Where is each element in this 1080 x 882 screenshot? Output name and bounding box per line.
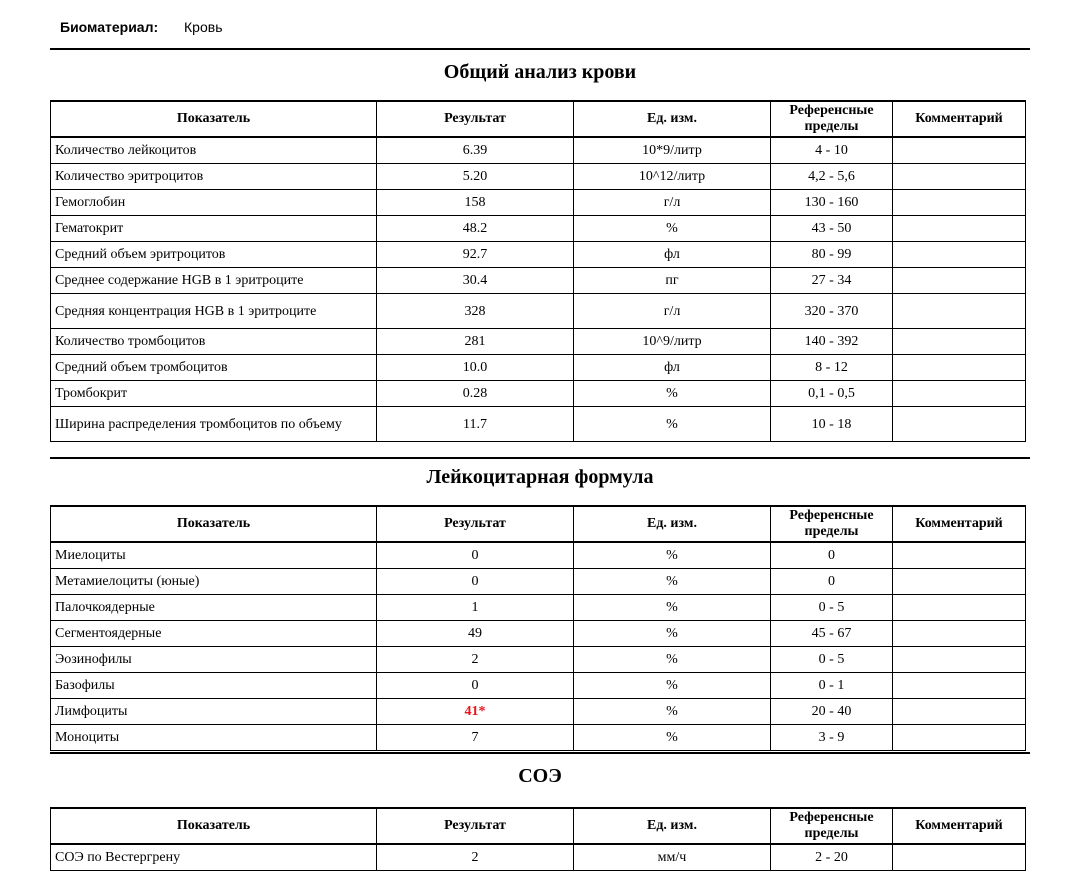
col-header-comment: Комментарий bbox=[893, 101, 1026, 137]
col-header-unit: Ед. изм. bbox=[574, 101, 771, 137]
abnormal-result-flag: 41* bbox=[464, 704, 486, 719]
table-header-row bbox=[51, 808, 1026, 844]
table-row bbox=[51, 164, 1026, 190]
table-cbc bbox=[50, 100, 1026, 442]
cell-result: 0 bbox=[377, 673, 574, 699]
cell-unit: мм/ч bbox=[574, 844, 771, 871]
table-row bbox=[51, 355, 1026, 381]
cell-indicator: Базофилы bbox=[51, 673, 377, 699]
cell-result: 158 bbox=[377, 190, 574, 216]
table-row bbox=[51, 216, 1026, 242]
table-row bbox=[51, 699, 1026, 725]
cell-result: 2 bbox=[377, 647, 574, 673]
cell-indicator: Тромбокрит bbox=[51, 381, 377, 407]
cell-unit: пг bbox=[574, 268, 771, 294]
cell-indicator: Моноциты bbox=[51, 725, 377, 751]
col-header-unit: Ед. изм. bbox=[574, 506, 771, 542]
cell-indicator: Ширина распределения тромбоцитов по объему bbox=[51, 407, 377, 442]
cell-reference: 2 - 20 bbox=[771, 844, 893, 871]
cell-result: 0.28 bbox=[377, 381, 574, 407]
section-rule bbox=[50, 48, 1030, 50]
cell-unit: фл bbox=[574, 242, 771, 268]
cell-comment bbox=[893, 268, 1026, 294]
table-row bbox=[51, 381, 1026, 407]
cell-indicator: Сегментоядерные bbox=[51, 621, 377, 647]
cell-comment bbox=[893, 699, 1026, 725]
cell-result: 48.2 bbox=[377, 216, 574, 242]
cell-comment bbox=[893, 381, 1026, 407]
cell-indicator: Среднее содержание HGB в 1 эритроците bbox=[51, 268, 377, 294]
table-row bbox=[51, 242, 1026, 268]
cell-reference: 10 - 18 bbox=[771, 407, 893, 442]
table-row bbox=[51, 673, 1026, 699]
cell-result: 328 bbox=[377, 294, 574, 329]
table-row bbox=[51, 844, 1026, 871]
cell-reference: 4,2 - 5,6 bbox=[771, 164, 893, 190]
cell-comment bbox=[893, 355, 1026, 381]
col-header-reference: Референсные пределы bbox=[771, 506, 893, 542]
col-header-comment: Комментарий bbox=[893, 808, 1026, 844]
cell-result bbox=[377, 699, 574, 725]
cell-reference: 8 - 12 bbox=[771, 355, 893, 381]
cell-result: 11.7 bbox=[377, 407, 574, 442]
cell-comment bbox=[893, 242, 1026, 268]
biomaterial-value: Кровь bbox=[184, 19, 223, 35]
col-header-indicator: Показатель bbox=[51, 506, 377, 542]
cell-unit: % bbox=[574, 407, 771, 442]
cell-indicator: Количество лейкоцитов bbox=[51, 137, 377, 164]
cell-unit: г/л bbox=[574, 294, 771, 329]
cell-reference: 130 - 160 bbox=[771, 190, 893, 216]
table-row bbox=[51, 329, 1026, 355]
cell-comment bbox=[893, 294, 1026, 329]
cell-result: 7 bbox=[377, 725, 574, 751]
biomaterial-label: Биоматериал: bbox=[60, 19, 159, 35]
cell-unit: % bbox=[574, 595, 771, 621]
section-title-cbc: Общий анализ крови bbox=[443, 61, 637, 83]
table-row bbox=[51, 621, 1026, 647]
col-header-indicator: Показатель bbox=[51, 808, 377, 844]
cell-reference: 43 - 50 bbox=[771, 216, 893, 242]
table-leukogram bbox=[50, 505, 1026, 751]
table-row bbox=[51, 407, 1026, 442]
cell-result: 30.4 bbox=[377, 268, 574, 294]
cell-reference: 320 - 370 bbox=[771, 294, 893, 329]
cell-indicator: Гемоглобин bbox=[51, 190, 377, 216]
table-row bbox=[51, 137, 1026, 164]
cell-indicator: Метамиелоциты (юные) bbox=[51, 569, 377, 595]
cell-unit: 10*9/литр bbox=[574, 137, 771, 164]
cell-comment bbox=[893, 407, 1026, 442]
col-header-indicator: Показатель bbox=[51, 101, 377, 137]
table-row bbox=[51, 542, 1026, 569]
cell-comment bbox=[893, 164, 1026, 190]
col-header-reference: Референсные пределы bbox=[771, 808, 893, 844]
table-row bbox=[51, 190, 1026, 216]
cell-result: 92.7 bbox=[377, 242, 574, 268]
col-header-comment: Комментарий bbox=[893, 506, 1026, 542]
col-header-result: Результат bbox=[377, 808, 574, 844]
cell-unit: фл bbox=[574, 355, 771, 381]
cell-indicator: Средний объем эритроцитов bbox=[51, 242, 377, 268]
cell-result: 5.20 bbox=[377, 164, 574, 190]
cell-unit: % bbox=[574, 216, 771, 242]
cell-indicator: Средняя концентрация HGB в 1 эритроците bbox=[51, 294, 377, 329]
cell-indicator: Средний объем тромбоцитов bbox=[51, 355, 377, 381]
cell-reference: 0 - 5 bbox=[771, 647, 893, 673]
cell-indicator: Количество тромбоцитов bbox=[51, 329, 377, 355]
cell-comment bbox=[893, 673, 1026, 699]
cell-comment bbox=[893, 844, 1026, 871]
cell-result: 49 bbox=[377, 621, 574, 647]
cell-indicator: Лимфоциты bbox=[51, 699, 377, 725]
section-title-esr: СОЭ bbox=[518, 765, 562, 787]
cell-comment bbox=[893, 647, 1026, 673]
table-row bbox=[51, 569, 1026, 595]
cell-reference: 27 - 34 bbox=[771, 268, 893, 294]
cell-comment bbox=[893, 621, 1026, 647]
cell-result: 0 bbox=[377, 542, 574, 569]
cell-result: 2 bbox=[377, 844, 574, 871]
cell-indicator: Миелоциты bbox=[51, 542, 377, 569]
cell-unit: % bbox=[574, 725, 771, 751]
cell-comment bbox=[893, 216, 1026, 242]
cell-reference: 80 - 99 bbox=[771, 242, 893, 268]
cell-reference: 3 - 9 bbox=[771, 725, 893, 751]
cell-indicator: Гематокрит bbox=[51, 216, 377, 242]
table-esr bbox=[50, 807, 1026, 871]
section-rule bbox=[50, 752, 1030, 754]
cell-unit: % bbox=[574, 621, 771, 647]
cell-unit: 10^12/литр bbox=[574, 164, 771, 190]
cell-comment bbox=[893, 190, 1026, 216]
cell-unit: г/л bbox=[574, 190, 771, 216]
cell-comment bbox=[893, 725, 1026, 751]
cell-reference: 140 - 392 bbox=[771, 329, 893, 355]
col-header-reference: Референсные пределы bbox=[771, 101, 893, 137]
cell-reference: 0 - 5 bbox=[771, 595, 893, 621]
cell-unit: % bbox=[574, 673, 771, 699]
table-header-row bbox=[51, 506, 1026, 542]
table-row bbox=[51, 268, 1026, 294]
cell-unit: % bbox=[574, 647, 771, 673]
cell-indicator: Количество эритроцитов bbox=[51, 164, 377, 190]
table-row bbox=[51, 647, 1026, 673]
biomaterial-line bbox=[60, 19, 223, 35]
cell-reference: 0 bbox=[771, 569, 893, 595]
cell-reference: 0,1 - 0,5 bbox=[771, 381, 893, 407]
cell-unit: % bbox=[574, 699, 771, 725]
cell-reference: 0 - 1 bbox=[771, 673, 893, 699]
cell-indicator: Эозинофилы bbox=[51, 647, 377, 673]
cell-result: 281 bbox=[377, 329, 574, 355]
cell-comment bbox=[893, 542, 1026, 569]
cell-unit: 10^9/литр bbox=[574, 329, 771, 355]
table-row bbox=[51, 294, 1026, 329]
cell-comment bbox=[893, 569, 1026, 595]
table-row bbox=[51, 595, 1026, 621]
cell-reference: 4 - 10 bbox=[771, 137, 893, 164]
col-header-result: Результат bbox=[377, 506, 574, 542]
cell-comment bbox=[893, 329, 1026, 355]
cell-result: 10.0 bbox=[377, 355, 574, 381]
col-header-result: Результат bbox=[377, 101, 574, 137]
cell-comment bbox=[893, 595, 1026, 621]
cell-reference: 0 bbox=[771, 542, 893, 569]
cell-result: 0 bbox=[377, 569, 574, 595]
cell-indicator: СОЭ по Вестергрену bbox=[51, 844, 377, 871]
cell-unit: % bbox=[574, 542, 771, 569]
cell-unit: % bbox=[574, 569, 771, 595]
cell-result: 1 bbox=[377, 595, 574, 621]
cell-reference: 45 - 67 bbox=[771, 621, 893, 647]
section-rule bbox=[50, 457, 1030, 459]
cell-comment bbox=[893, 137, 1026, 164]
table-row bbox=[51, 725, 1026, 751]
col-header-unit: Ед. изм. bbox=[574, 808, 771, 844]
section-title-leukogram: Лейкоцитарная формула bbox=[426, 466, 654, 488]
cell-unit: % bbox=[574, 381, 771, 407]
cell-result: 6.39 bbox=[377, 137, 574, 164]
table-header-row bbox=[51, 101, 1026, 137]
cell-indicator: Палочкоядерные bbox=[51, 595, 377, 621]
cell-reference: 20 - 40 bbox=[771, 699, 893, 725]
